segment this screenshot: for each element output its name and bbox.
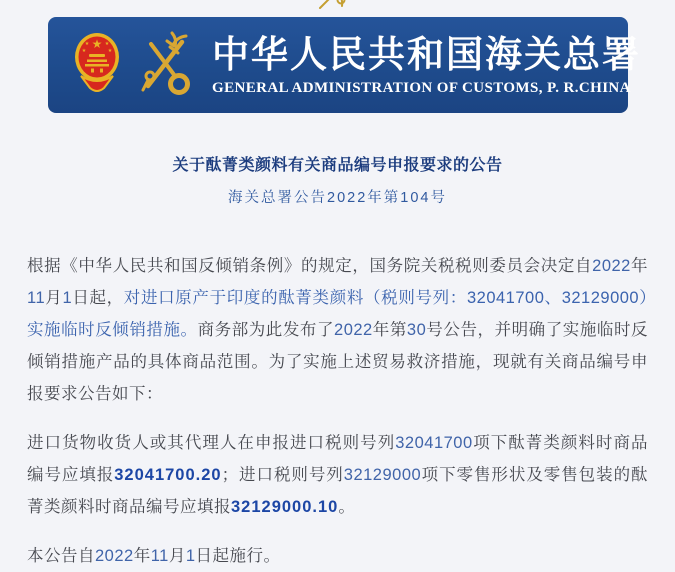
text-run: 11	[27, 289, 46, 307]
text-run: 对进口原产于印度的酞菁类颜料（税则号列：32041700、32129000）实施临时反倾销措施。	[27, 289, 649, 339]
svg-text:★: ★	[81, 47, 87, 54]
national-emblem-icon	[74, 30, 120, 101]
customs-header-banner	[48, 17, 641, 113]
paragraph-3	[27, 540, 648, 572]
text-run: 2022	[95, 547, 134, 565]
announcement-title: 关于酞菁类颜料有关商品编号申报要求的公告	[172, 157, 503, 174]
text-run: 商务部为此发布了	[197, 321, 335, 339]
text-run: 日起施行。	[195, 547, 281, 565]
text-run: 项下零售形状及零售包装的酞菁类颜料时商品编号应填报	[27, 466, 649, 516]
text-run: 进口货物收货人或其代理人在申报进口税则号列	[27, 434, 396, 452]
text-run: 号公告，并明确了实施临时反倾销措施产品的具体商品范围。为了实施上述贸易救济措施，现就有关商品编号申报要求公告如下：	[27, 321, 649, 403]
text-run: 月	[45, 289, 63, 307]
text-run: 11	[150, 547, 169, 565]
text-run: 年	[133, 547, 151, 565]
svg-text:★: ★	[91, 36, 103, 51]
top-ornament-icon	[316, 0, 356, 12]
text-run: 。	[338, 498, 356, 516]
text-run: ；进口税则号列	[221, 466, 344, 484]
text-run: 项下酞菁类颜料时商品编号应填报	[27, 434, 649, 484]
text-run: 30	[406, 321, 427, 339]
text-run: 1	[62, 289, 73, 307]
text-run: 月	[168, 547, 186, 565]
svg-text:★: ★	[104, 40, 110, 47]
text-run: 1	[185, 547, 196, 565]
text-run: 32129000	[343, 466, 422, 484]
text-run: 日起，	[72, 289, 124, 307]
text-run: 2022	[334, 321, 373, 339]
svg-text:★: ★	[84, 40, 90, 47]
paragraph-2	[27, 427, 648, 523]
text-run: 2022	[592, 257, 631, 275]
text-run: 32041700.20	[114, 466, 222, 484]
svg-text:★: ★	[107, 47, 113, 54]
banner-title-cn: 中华人民共和国海关总署	[212, 33, 641, 75]
text-run: 根据《中华人民共和国反倾销条例》的规定，国务院关税税则委员会决定自	[27, 257, 593, 275]
announcement-doc-number: 海关总署公告2022年第104号	[228, 190, 447, 206]
text-run: 32129000.10	[231, 498, 339, 516]
text-run: 32041700	[395, 434, 473, 452]
text-run: 年	[630, 257, 649, 275]
text-run: 本公告自	[27, 547, 95, 565]
announcement-body	[27, 250, 648, 572]
banner-text-block	[212, 34, 641, 97]
banner-title-en: GENERAL ADMINISTRATION OF CUSTOMS, P. R.CHINA	[212, 79, 631, 96]
paragraph-1	[27, 250, 648, 410]
text-run: 年第	[372, 321, 407, 339]
customs-logo-icon	[138, 28, 192, 103]
